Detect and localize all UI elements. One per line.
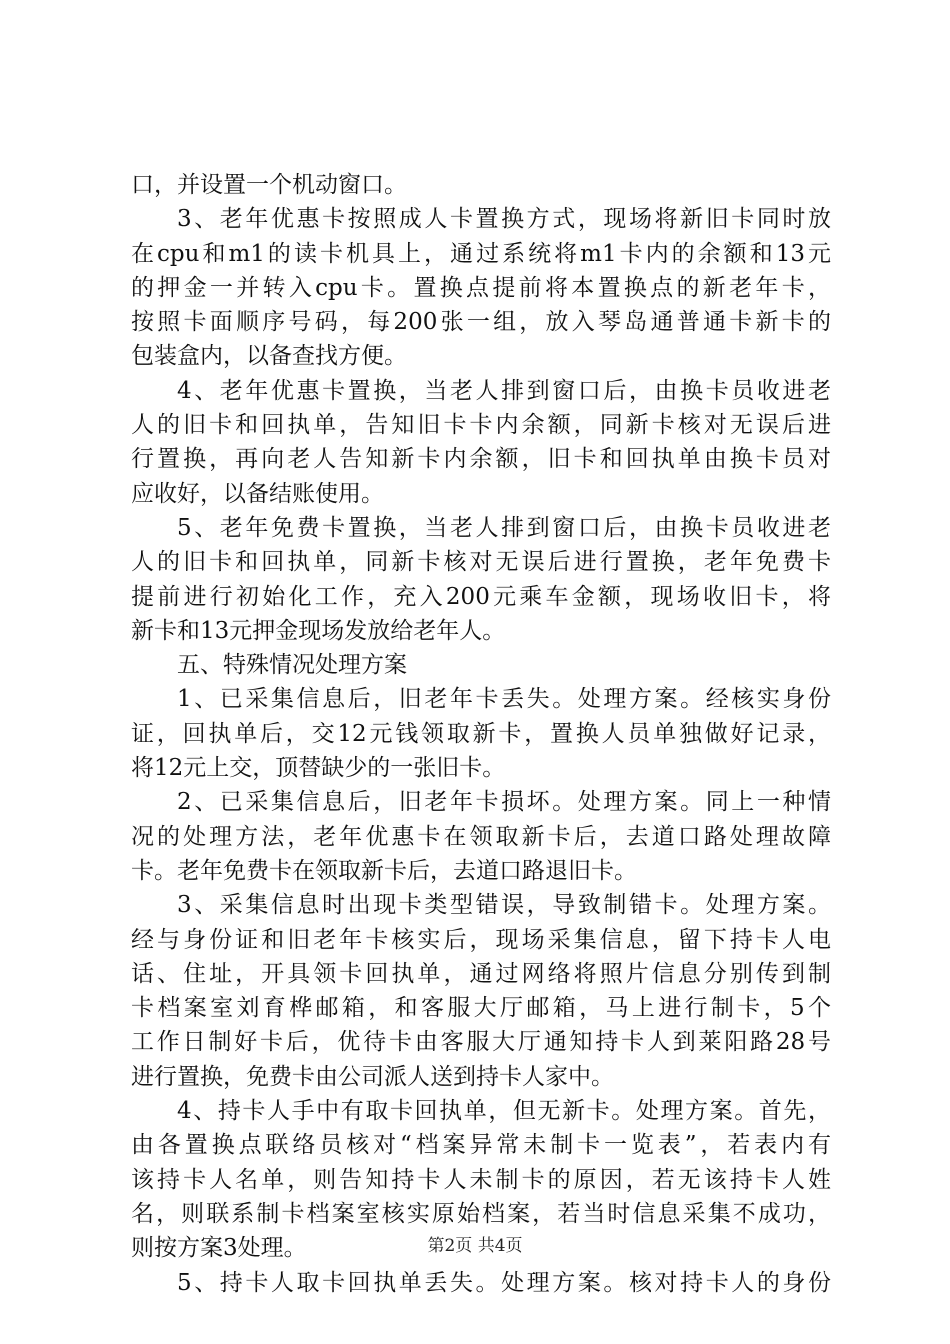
text-line: 则按方案3处理。	[131, 1235, 307, 1262]
text-line: 在cpu和m1的读卡机具上，通过系统将m1卡内的余额和13元	[131, 240, 831, 267]
text-line: 由各置换点联络员核对“档案异常未制卡一览表”，若表内有	[131, 1132, 831, 1159]
text-line: 该持卡人名单，则告知持卡人未制卡的原因，若无该持卡人姓	[131, 1166, 831, 1193]
text-line: 行置换，再向老人告知新卡内余额，旧卡和回执单由换卡员对	[131, 446, 831, 473]
text-line: 3、采集信息时出现卡类型错误，导致制错卡。处理方案。	[177, 892, 831, 919]
text-line: 应收好，以备结账使用。	[131, 480, 384, 507]
text-line: 5、持卡人取卡回执单丢失。处理方案。核对持卡人的身份	[177, 1269, 831, 1296]
text-line: 包装盒内，以备查找方便。	[131, 343, 407, 370]
text-line: 2、已采集信息后，旧老年卡损坏。处理方案。同上一种情	[177, 789, 831, 816]
text-line: 经与身份证和旧老年卡核实后，现场采集信息，留下持卡人电	[131, 926, 831, 953]
text-line: 4、持卡人手中有取卡回执单，但无新卡。处理方案。首先，	[177, 1098, 831, 1125]
text-line: 4、老年优惠卡置换，当老人排到窗口后，由换卡员收进老	[177, 377, 831, 404]
text-line: 提前进行初始化工作，充入200元乘车金额，现场收旧卡，将	[131, 583, 831, 610]
text-line: 5、老年免费卡置换，当老人排到窗口后，由换卡员收进老	[177, 514, 831, 541]
text-line: 口，并设置一个机动窗口。	[131, 172, 407, 198]
text-line: 名，则联系制卡档案室核实原始档案，若当时信息采集不成功，	[131, 1200, 831, 1227]
document-body	[131, 168, 831, 1300]
text-line: 将12元上交，顶替缺少的一张旧卡。	[131, 755, 506, 782]
text-line: 工作日制好卡后，优待卡由客服大厅通知持卡人到莱阳路28号	[131, 1029, 831, 1056]
text-line: 新卡和13元押金现场发放给老年人。	[131, 617, 506, 644]
text-line: 证，回执单后，交12元钱领取新卡，置换人员单独做好记录，	[131, 720, 831, 747]
text-line: 况的处理方法，老年优惠卡在领取新卡后，去道口路处理故障	[131, 823, 831, 850]
text-line: 五、特殊情况处理方案	[177, 652, 407, 679]
text-line: 人的旧卡和回执单，告知旧卡卡内余额，同新卡核对无误后进	[131, 412, 831, 439]
text-line: 按照卡面顺序号码，每200张一组，放入琴岛通普通卡新卡的	[131, 309, 831, 336]
text-line: 话、住址，开具领卡回执单，通过网络将照片信息分别传到制	[131, 960, 831, 987]
text-line: 进行置换，免费卡由公司派人送到持卡人家中。	[131, 1063, 614, 1090]
text-line: 人的旧卡和回执单，同新卡核对无误后进行置换，老年免费卡	[131, 549, 831, 576]
text-line: 卡。老年免费卡在领取新卡后，去道口路退旧卡。	[131, 857, 637, 884]
text-line: 卡档案室刘育桦邮箱，和客服大厅邮箱，马上进行制卡，5个	[131, 995, 831, 1022]
text-line: 的押金一并转入cpu卡。置换点提前将本置换点的新老年卡，	[131, 274, 831, 301]
text-line: 1、已采集信息后，旧老年卡丢失。处理方案。经核实身份	[177, 686, 831, 713]
text-line: 3、老年优惠卡按照成人卡置换方式，现场将新旧卡同时放	[177, 206, 831, 233]
page-footer: 第2页 共4页	[427, 1236, 523, 1256]
